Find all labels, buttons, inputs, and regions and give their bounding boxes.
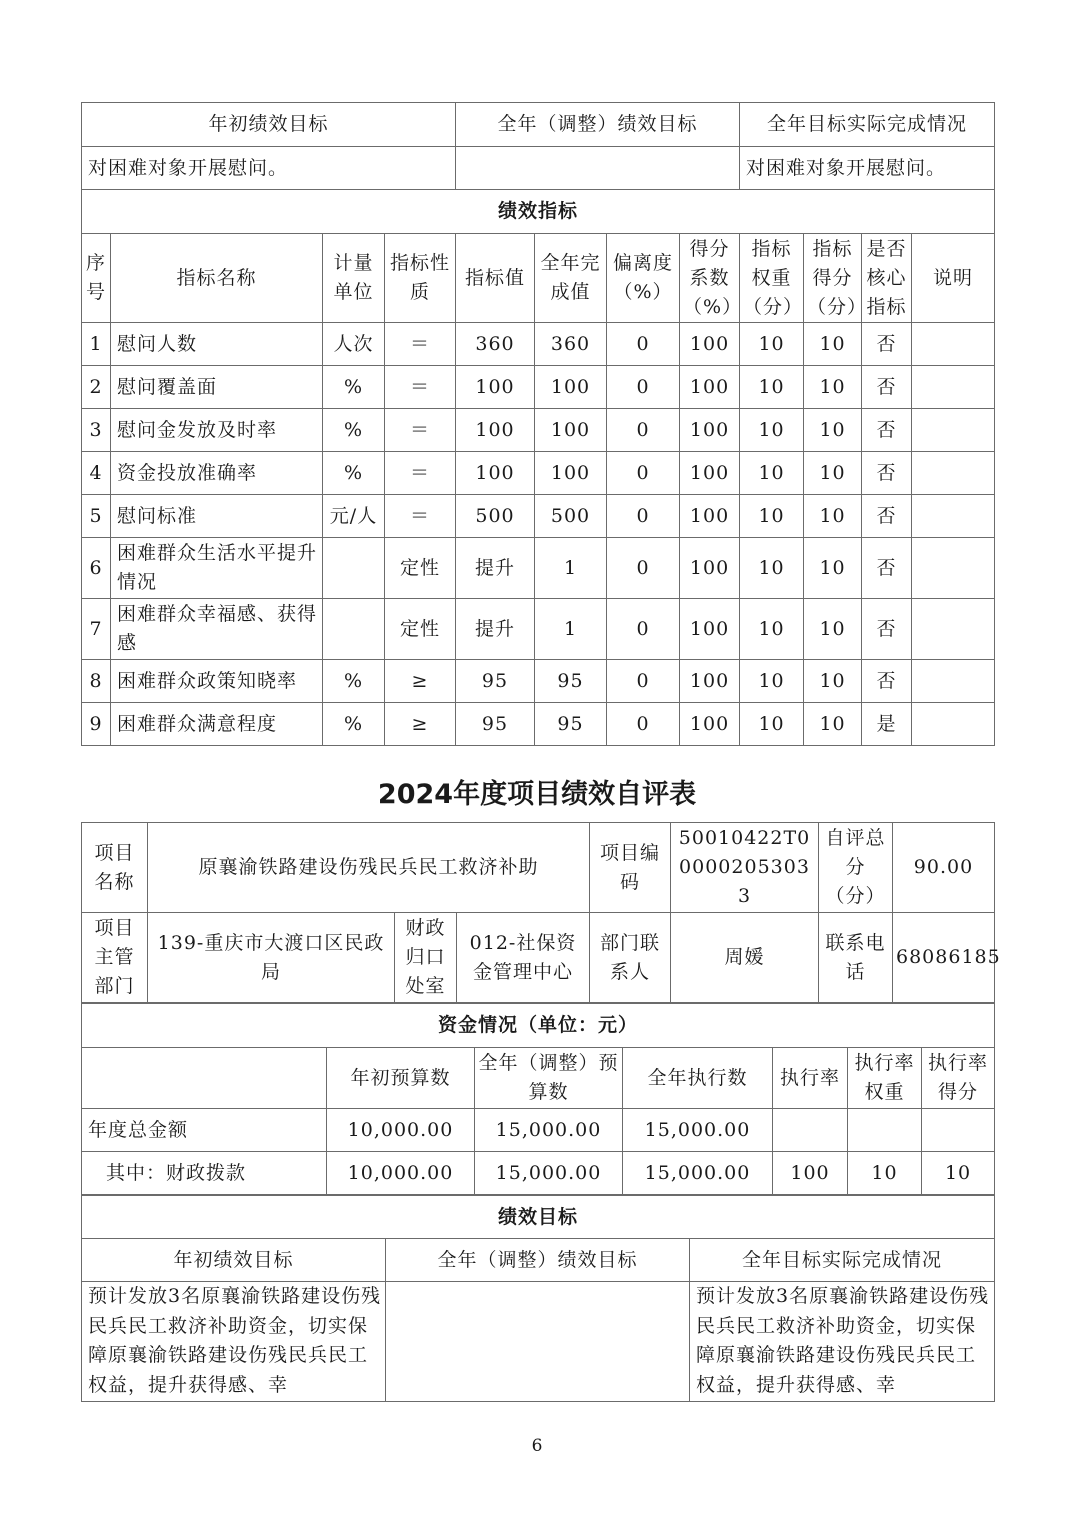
indicator-core: 否	[862, 409, 912, 452]
indicator-unit: 人次	[323, 323, 385, 366]
indicator-target: 提升	[456, 538, 535, 599]
goal-header-adjusted: 全年（调整）绩效目标	[456, 103, 740, 147]
indicator-deviation: 0	[607, 366, 680, 409]
funds-header-executed: 全年执行数	[623, 1048, 773, 1109]
indicator-weight: 10	[740, 599, 804, 660]
indicator-name: 资金投放准确率	[111, 452, 323, 495]
indicator-completed: 100	[535, 452, 607, 495]
indicator-nature: 定性	[385, 538, 456, 599]
indicator-target: 100	[456, 366, 535, 409]
indicator-weight: 10	[740, 495, 804, 538]
goals-header-adjusted: 全年（调整）绩效目标	[386, 1239, 690, 1282]
funds-table	[81, 1003, 995, 1195]
col-header-core: 是否核心指标	[862, 234, 912, 323]
indicator-weight: 10	[740, 409, 804, 452]
indicator-deviation: 0	[607, 323, 680, 366]
indicator-index: 9	[82, 703, 111, 746]
indicator-completed: 1	[535, 599, 607, 660]
col-header-deviation: 偏离度（%）	[607, 234, 680, 323]
project-code-label: 项目编码	[590, 823, 671, 913]
goal-value-initial: 对困难对象开展慰问。	[82, 147, 456, 190]
funds-fiscal-executed: 15,000.00	[623, 1152, 773, 1195]
indicator-core: 否	[862, 366, 912, 409]
funds-header-row	[82, 1048, 995, 1109]
goal-value-row	[82, 147, 995, 190]
funds-fiscal-label: 其中：财政拨款	[82, 1152, 327, 1195]
col-header-coefficient: 得分系数（%）	[680, 234, 740, 323]
indicator-row	[82, 599, 995, 660]
indicator-completed: 1	[535, 538, 607, 599]
col-header-target: 指标值	[456, 234, 535, 323]
project-code-value: 50010422T000002053033	[671, 823, 819, 913]
indicator-row	[82, 495, 995, 538]
indicator-score: 10	[804, 538, 862, 599]
contact-label: 部门联系人	[590, 913, 671, 1003]
indicator-target: 360	[456, 323, 535, 366]
indicator-weight: 10	[740, 323, 804, 366]
finance-label: 财政归口处室	[395, 913, 457, 1003]
col-header-completed: 全年完成值	[535, 234, 607, 323]
funds-header-adjusted: 全年（调整）预算数	[475, 1048, 623, 1109]
indicator-completed: 95	[535, 660, 607, 703]
funds-fiscal-row	[82, 1152, 995, 1195]
project-name-row	[82, 823, 995, 913]
funds-total-score	[922, 1109, 995, 1152]
indicator-unit: %	[323, 660, 385, 703]
indicator-row	[82, 452, 995, 495]
indicator-weight: 10	[740, 660, 804, 703]
indicator-score: 10	[804, 409, 862, 452]
goals-value-actual: 预计发放3名原襄渝铁路建设伤残民兵民工救济补助资金，切实保障原襄渝铁路建设伤残民兵民工权益，提升获得感、幸	[690, 1282, 995, 1402]
col-header-weight: 指标权重（分）	[740, 234, 804, 323]
funds-fiscal-score: 10	[922, 1152, 995, 1195]
indicator-coefficient: 100	[680, 660, 740, 703]
funds-fiscal-initial: 10,000.00	[327, 1152, 475, 1195]
indicator-deviation: 0	[607, 703, 680, 746]
indicator-deviation: 0	[607, 409, 680, 452]
project-name-value: 原襄渝铁路建设伤残民兵民工救济补助	[148, 823, 590, 913]
indicator-core: 否	[862, 323, 912, 366]
indicator-score: 10	[804, 366, 862, 409]
indicator-nature: ＝	[385, 409, 456, 452]
indicator-index: 4	[82, 452, 111, 495]
goals-value-adjusted	[386, 1282, 690, 1402]
indicator-name: 慰问人数	[111, 323, 323, 366]
indicator-index: 5	[82, 495, 111, 538]
col-header-name: 指标名称	[111, 234, 323, 323]
indicator-deviation: 0	[607, 538, 680, 599]
project-dept-row	[82, 913, 995, 1003]
project-name-label: 项目名称	[82, 823, 148, 913]
page-number: 6	[531, 1436, 543, 1456]
goal-header-actual: 全年目标实际完成情况	[740, 103, 995, 147]
funds-total-executed: 15,000.00	[623, 1109, 773, 1152]
indicator-unit	[323, 599, 385, 660]
funds-total-row	[82, 1109, 995, 1152]
goals-section-title: 绩效目标	[82, 1196, 995, 1239]
col-header-note: 说明	[912, 234, 995, 323]
indicator-index: 7	[82, 599, 111, 660]
goal-header-row	[82, 103, 995, 147]
indicator-score: 10	[804, 323, 862, 366]
indicator-index: 3	[82, 409, 111, 452]
indicator-deviation: 0	[607, 495, 680, 538]
indicator-completed: 100	[535, 409, 607, 452]
indicator-note	[912, 538, 995, 599]
indicator-note	[912, 409, 995, 452]
indicator-coefficient: 100	[680, 366, 740, 409]
col-header-index: 序号	[82, 234, 111, 323]
indicator-core: 否	[862, 660, 912, 703]
indicator-unit: %	[323, 703, 385, 746]
indicator-target: 100	[456, 452, 535, 495]
indicator-weight: 10	[740, 366, 804, 409]
indicator-name: 困难群众幸福感、获得感	[111, 599, 323, 660]
indicator-index: 2	[82, 366, 111, 409]
goal-value-actual: 对困难对象开展慰问。	[740, 147, 995, 190]
score-value: 90.00	[893, 823, 995, 913]
goal-value-adjusted	[456, 147, 740, 190]
indicator-target: 500	[456, 495, 535, 538]
indicator-completed: 500	[535, 495, 607, 538]
indicator-weight: 10	[740, 703, 804, 746]
indicator-note	[912, 703, 995, 746]
goals-value-row	[82, 1282, 995, 1402]
funds-fiscal-adjusted: 15,000.00	[475, 1152, 623, 1195]
indicator-row	[82, 323, 995, 366]
project-table	[81, 822, 1001, 1003]
funds-fiscal-weight: 10	[848, 1152, 922, 1195]
col-header-score: 指标得分（分）	[804, 234, 862, 323]
indicator-unit: %	[323, 452, 385, 495]
indicator-note	[912, 495, 995, 538]
funds-section-row	[82, 1004, 995, 1048]
indicator-index: 1	[82, 323, 111, 366]
indicator-coefficient: 100	[680, 599, 740, 660]
indicators-header-row	[82, 234, 995, 323]
indicator-completed: 100	[535, 366, 607, 409]
indicator-score: 10	[804, 452, 862, 495]
indicator-core: 是	[862, 703, 912, 746]
funds-section-title: 资金情况（单位：元）	[82, 1004, 995, 1048]
indicator-index: 6	[82, 538, 111, 599]
indicator-completed: 95	[535, 703, 607, 746]
goals-header-initial: 年初绩效目标	[82, 1239, 386, 1282]
indicator-coefficient: 100	[680, 452, 740, 495]
funds-header-rate-score: 执行率得分	[922, 1048, 995, 1109]
funds-header-blank	[82, 1048, 327, 1109]
indicator-core: 否	[862, 538, 912, 599]
indicator-target: 95	[456, 660, 535, 703]
indicator-row	[82, 366, 995, 409]
indicator-name: 困难群众政策知晓率	[111, 660, 323, 703]
indicator-row	[82, 703, 995, 746]
indicator-score: 10	[804, 660, 862, 703]
indicator-note	[912, 660, 995, 703]
indicator-coefficient: 100	[680, 703, 740, 746]
funds-total-rate	[773, 1109, 848, 1152]
indicator-core: 否	[862, 495, 912, 538]
goals-table	[81, 1195, 995, 1402]
indicator-nature: ＝	[385, 366, 456, 409]
indicator-unit: %	[323, 409, 385, 452]
indicators-section-title: 绩效指标	[82, 190, 995, 234]
indicator-target: 100	[456, 409, 535, 452]
indicator-row	[82, 660, 995, 703]
phone-value: 68086185	[893, 913, 995, 1003]
indicator-weight: 10	[740, 452, 804, 495]
indicator-row	[82, 409, 995, 452]
goals-section-row	[82, 1196, 995, 1239]
indicator-note	[912, 452, 995, 495]
funds-total-adjusted: 15,000.00	[475, 1109, 623, 1152]
phone-label: 联系电话	[819, 913, 893, 1003]
indicator-coefficient: 100	[680, 538, 740, 599]
funds-total-weight	[848, 1109, 922, 1152]
indicator-deviation: 0	[607, 660, 680, 703]
funds-total-initial: 10,000.00	[327, 1109, 475, 1152]
indicator-note	[912, 366, 995, 409]
indicator-weight: 10	[740, 538, 804, 599]
indicator-deviation: 0	[607, 599, 680, 660]
indicator-index: 8	[82, 660, 111, 703]
col-header-unit: 计量单位	[323, 234, 385, 323]
goal-header-initial: 年初绩效目标	[82, 103, 456, 147]
indicator-score: 10	[804, 495, 862, 538]
indicator-core: 否	[862, 452, 912, 495]
goals-header-actual: 全年目标实际完成情况	[690, 1239, 995, 1282]
indicator-target: 提升	[456, 599, 535, 660]
score-label: 自评总分（分）	[819, 823, 893, 913]
indicator-name: 慰问覆盖面	[111, 366, 323, 409]
indicator-name: 困难群众生活水平提升情况	[111, 538, 323, 599]
finance-value: 012-社保资金管理中心	[457, 913, 590, 1003]
indicator-nature: ＝	[385, 452, 456, 495]
indicator-score: 10	[804, 599, 862, 660]
indicator-unit: %	[323, 366, 385, 409]
indicator-coefficient: 100	[680, 495, 740, 538]
goals-header-row	[82, 1239, 995, 1282]
indicator-deviation: 0	[607, 452, 680, 495]
indicators-table	[81, 102, 995, 746]
funds-fiscal-rate: 100	[773, 1152, 848, 1195]
indicator-note	[912, 599, 995, 660]
indicator-target: 95	[456, 703, 535, 746]
indicator-score: 10	[804, 703, 862, 746]
funds-header-initial: 年初预算数	[327, 1048, 475, 1109]
indicator-completed: 360	[535, 323, 607, 366]
indicator-name: 困难群众满意程度	[111, 703, 323, 746]
indicator-note	[912, 323, 995, 366]
funds-header-rate-weight: 执行率权重	[848, 1048, 922, 1109]
indicator-name: 慰问金发放及时率	[111, 409, 323, 452]
goals-value-initial: 预计发放3名原襄渝铁路建设伤残民兵民工救济补助资金，切实保障原襄渝铁路建设伤残民兵民工权益，提升获得感、幸	[82, 1282, 386, 1402]
indicator-core: 否	[862, 599, 912, 660]
indicator-nature: ＝	[385, 495, 456, 538]
indicator-nature: ≥	[385, 703, 456, 746]
page-title: 2024年度项目绩效自评表	[377, 779, 697, 810]
dept-label: 项目主管部门	[82, 913, 148, 1003]
indicator-row	[82, 538, 995, 599]
col-header-nature: 指标性质	[385, 234, 456, 323]
funds-total-label: 年度总金额	[82, 1109, 327, 1152]
indicator-coefficient: 100	[680, 323, 740, 366]
indicator-nature: 定性	[385, 599, 456, 660]
contact-value: 周媛	[671, 913, 819, 1003]
indicator-unit	[323, 538, 385, 599]
indicator-nature: ≥	[385, 660, 456, 703]
indicator-coefficient: 100	[680, 409, 740, 452]
indicator-nature: ＝	[385, 323, 456, 366]
indicator-unit: 元/人	[323, 495, 385, 538]
dept-value: 139-重庆市大渡口区民政局	[148, 913, 395, 1003]
indicators-section-row	[82, 190, 995, 234]
funds-header-rate: 执行率	[773, 1048, 848, 1109]
indicator-name: 慰问标准	[111, 495, 323, 538]
